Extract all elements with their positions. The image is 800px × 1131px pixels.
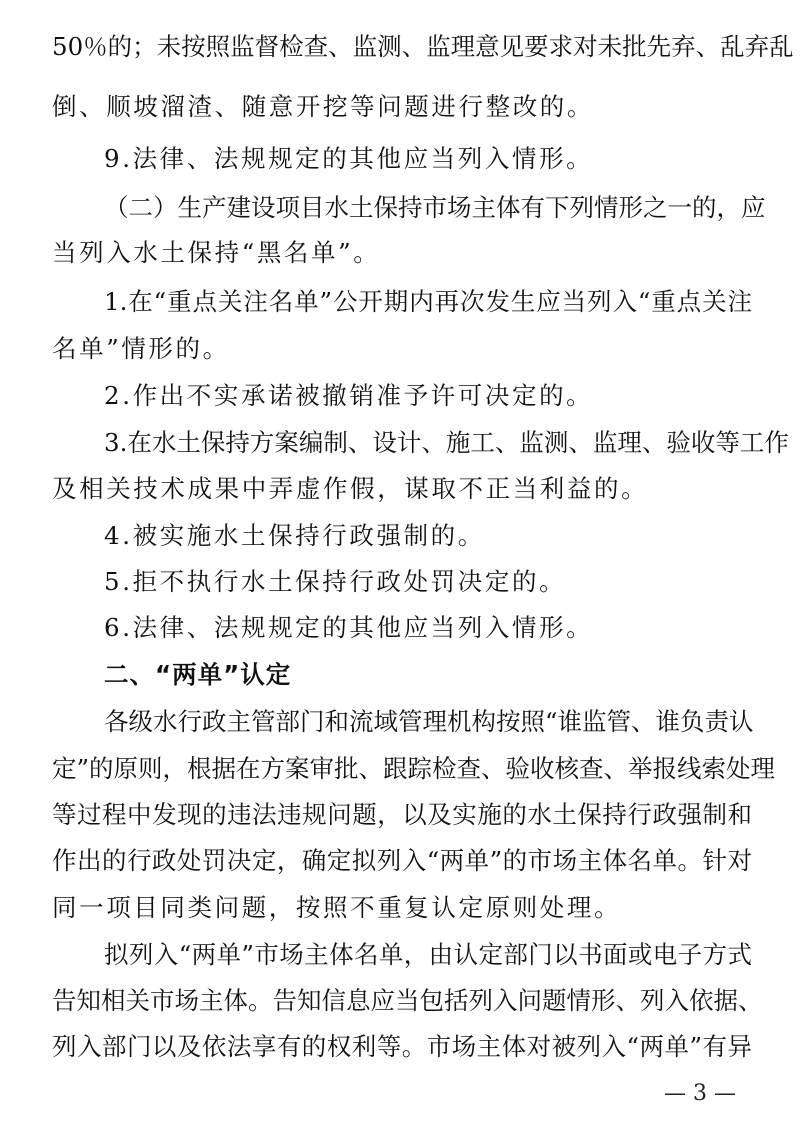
text-line: 当列入水土保持“黑名单”。 xyxy=(52,238,381,267)
text-line: 及相关技术成果中弄虚作假，谋取不正当利益的。 xyxy=(52,474,649,503)
text-line: 拟列入“两单”市场主体名单，由认定部门以书面或电子方式 xyxy=(104,940,752,969)
text-line: 定”的原则，根据在方案审批、跟踪检查、验收核查、举报线索处理 xyxy=(52,754,776,783)
text-line: 4.被实施水土保持行政强制的。 xyxy=(104,521,485,550)
text-line: 1.在“重点关注名单”公开期内再次发生应当列入“重点关注 xyxy=(104,287,752,316)
text-line: 列入部门以及依法享有的权利等。市场主体对被列入“两单”有异 xyxy=(52,1032,752,1061)
text-line: 2.作出不实承诺被撤销准予许可决定的。 xyxy=(104,381,594,410)
text-line: 各级水行政主管部门和流域管理机构按照“谁监管、谁负责认 xyxy=(104,707,754,736)
text-line: （二）生产建设项目水土保持市场主体有下列情形之一的，应 xyxy=(104,193,766,222)
text-line: 5.拒不执行水土保持行政处罚决定的。 xyxy=(104,567,567,596)
text-line: 3.在水土保持方案编制、设计、施工、监测、监理、验收等工作 xyxy=(104,428,789,457)
page-number: — 3 — xyxy=(664,1081,736,1106)
text-line: 告知相关市场主体。告知信息应当包括列入问题情形、列入依据、 xyxy=(52,986,763,1015)
text-line: 50％的；未按照监督检查、监测、监理意见要求对未批先弃、乱弃乱 xyxy=(52,32,794,61)
text-line: 等过程中发现的违法违规问题，以及实施的水土保持行政强制和 xyxy=(52,800,752,829)
text-line: 倒、顺坡溜渣、随意开挖等问题进行整改的。 xyxy=(52,92,594,121)
text-line: 名单”情形的。 xyxy=(52,334,230,363)
section-heading: 二、“两单”认定 xyxy=(104,660,292,689)
text-line: 9.法律、法规规定的其他应当列入情形。 xyxy=(104,144,594,173)
text-line: 同一项目同类问题，按照不重复认定原则处理。 xyxy=(52,893,622,922)
text-line: 作出的行政处罚决定，确定拟列入“两单”的市场主体名单。针对 xyxy=(52,846,752,875)
text-line: 6.法律、法规规定的其他应当列入情形。 xyxy=(104,613,594,642)
